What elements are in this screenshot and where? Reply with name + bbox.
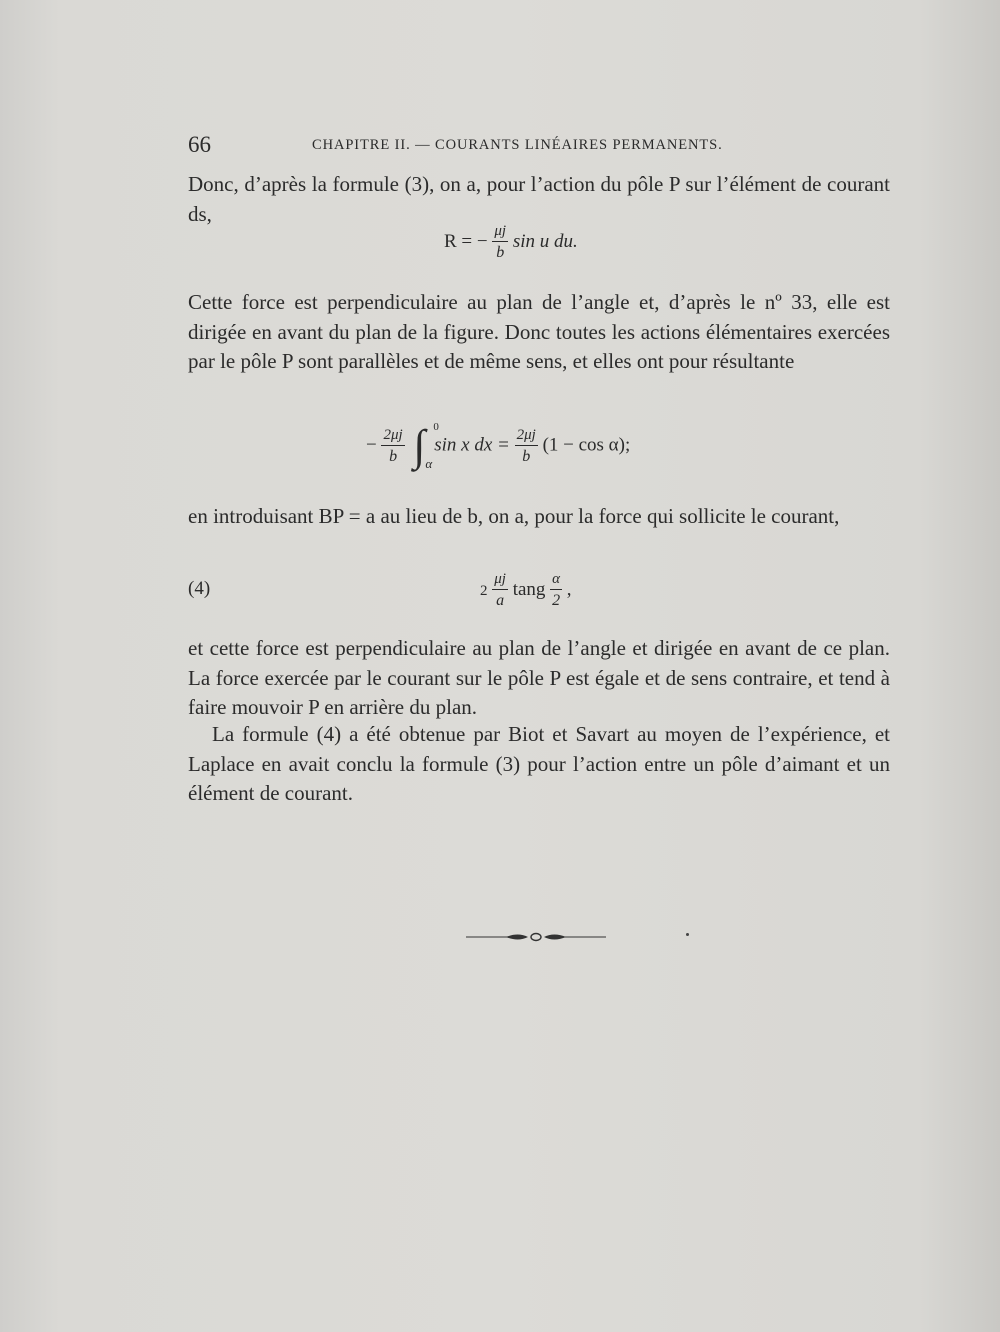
eq2-fraction-2 [515,428,538,465]
paragraph-2: Cette force est perpendiculaire au plan de l’angle et, d’après le nº 33, elle est dirigée en avant du plan de la figure. Donc toutes les actions élémentaires exercées par le pôle P sont parallèles et de même sens, et elles ont pour résultante [188,290,890,373]
integral-lower-limit: α [425,456,433,471]
equation-force [480,572,572,609]
eq2-denominator-2: b [522,447,531,465]
ink-speck [686,933,689,936]
equation-label-4: (4) [188,578,211,599]
eq1-rhs: sin u du. [512,230,578,252]
eq1-denominator: b [496,244,505,261]
running-head: CHAPITRE II. — COURANTS LINÉAIRES PERMANENTS. [312,137,723,153]
eq2-numerator-2: 2μj [515,428,538,446]
eq2-denominator-1: b [389,447,398,465]
eq2-tail: (1 − cos α); [542,434,631,456]
eq3-denominator-2: 2 [552,592,561,609]
paragraph-3: en introduisant BP = a au lieu de b, on a, pour la force qui sollicite le courant, [188,504,840,528]
eq3-numerator-1: μj [492,572,508,590]
eq3-tang: tang [512,578,546,600]
eq3-denominator-1: a [496,592,505,609]
page-number: 66 [188,132,211,157]
paragraph-4: et cette force est perpendiculaire au plan de l’angle et dirigée en avant de ce plan. La force exercée par le courant sur le pôle P est égale et de sens contraire, et tend à faire mouvoir P en arrière du plan. [188,636,890,719]
page-header [188,132,888,158]
eq3-coefficient: 2 [480,582,488,599]
integral-upper-limit: 0 [433,421,439,433]
eq2-integrand: sin x dx = [434,434,510,456]
eq2-fraction-1 [381,428,404,465]
eq2-numerator-1: 2μj [381,428,404,446]
eq3-fraction-2 [550,572,562,609]
eq3-numerator-2: α [550,572,562,590]
eq3-fraction-1 [492,572,508,609]
integral-sign: ∫ 0 α [413,421,439,471]
paragraph-5: La formule (4) a été obtenue par Biot et Savart au moyen de l’expérience, et Laplace en avait conclu la formule (3) pour l’action entre un pôle d’aimant et un élément de courant. [188,722,890,805]
eq3-tail: , [566,578,572,600]
eq1-lhs: R = − [444,230,488,252]
eq1-numerator: μj [492,224,508,242]
end-ornament [466,930,606,944]
equation-integral [366,421,631,471]
eq1-fraction [492,224,508,261]
eq2-minus: − [366,434,377,456]
paragraph-1: Donc, d’après la formule (3), on a, pour l’action du pôle P sur l’élément de courant ds, [188,172,890,226]
equation-r [444,224,578,261]
